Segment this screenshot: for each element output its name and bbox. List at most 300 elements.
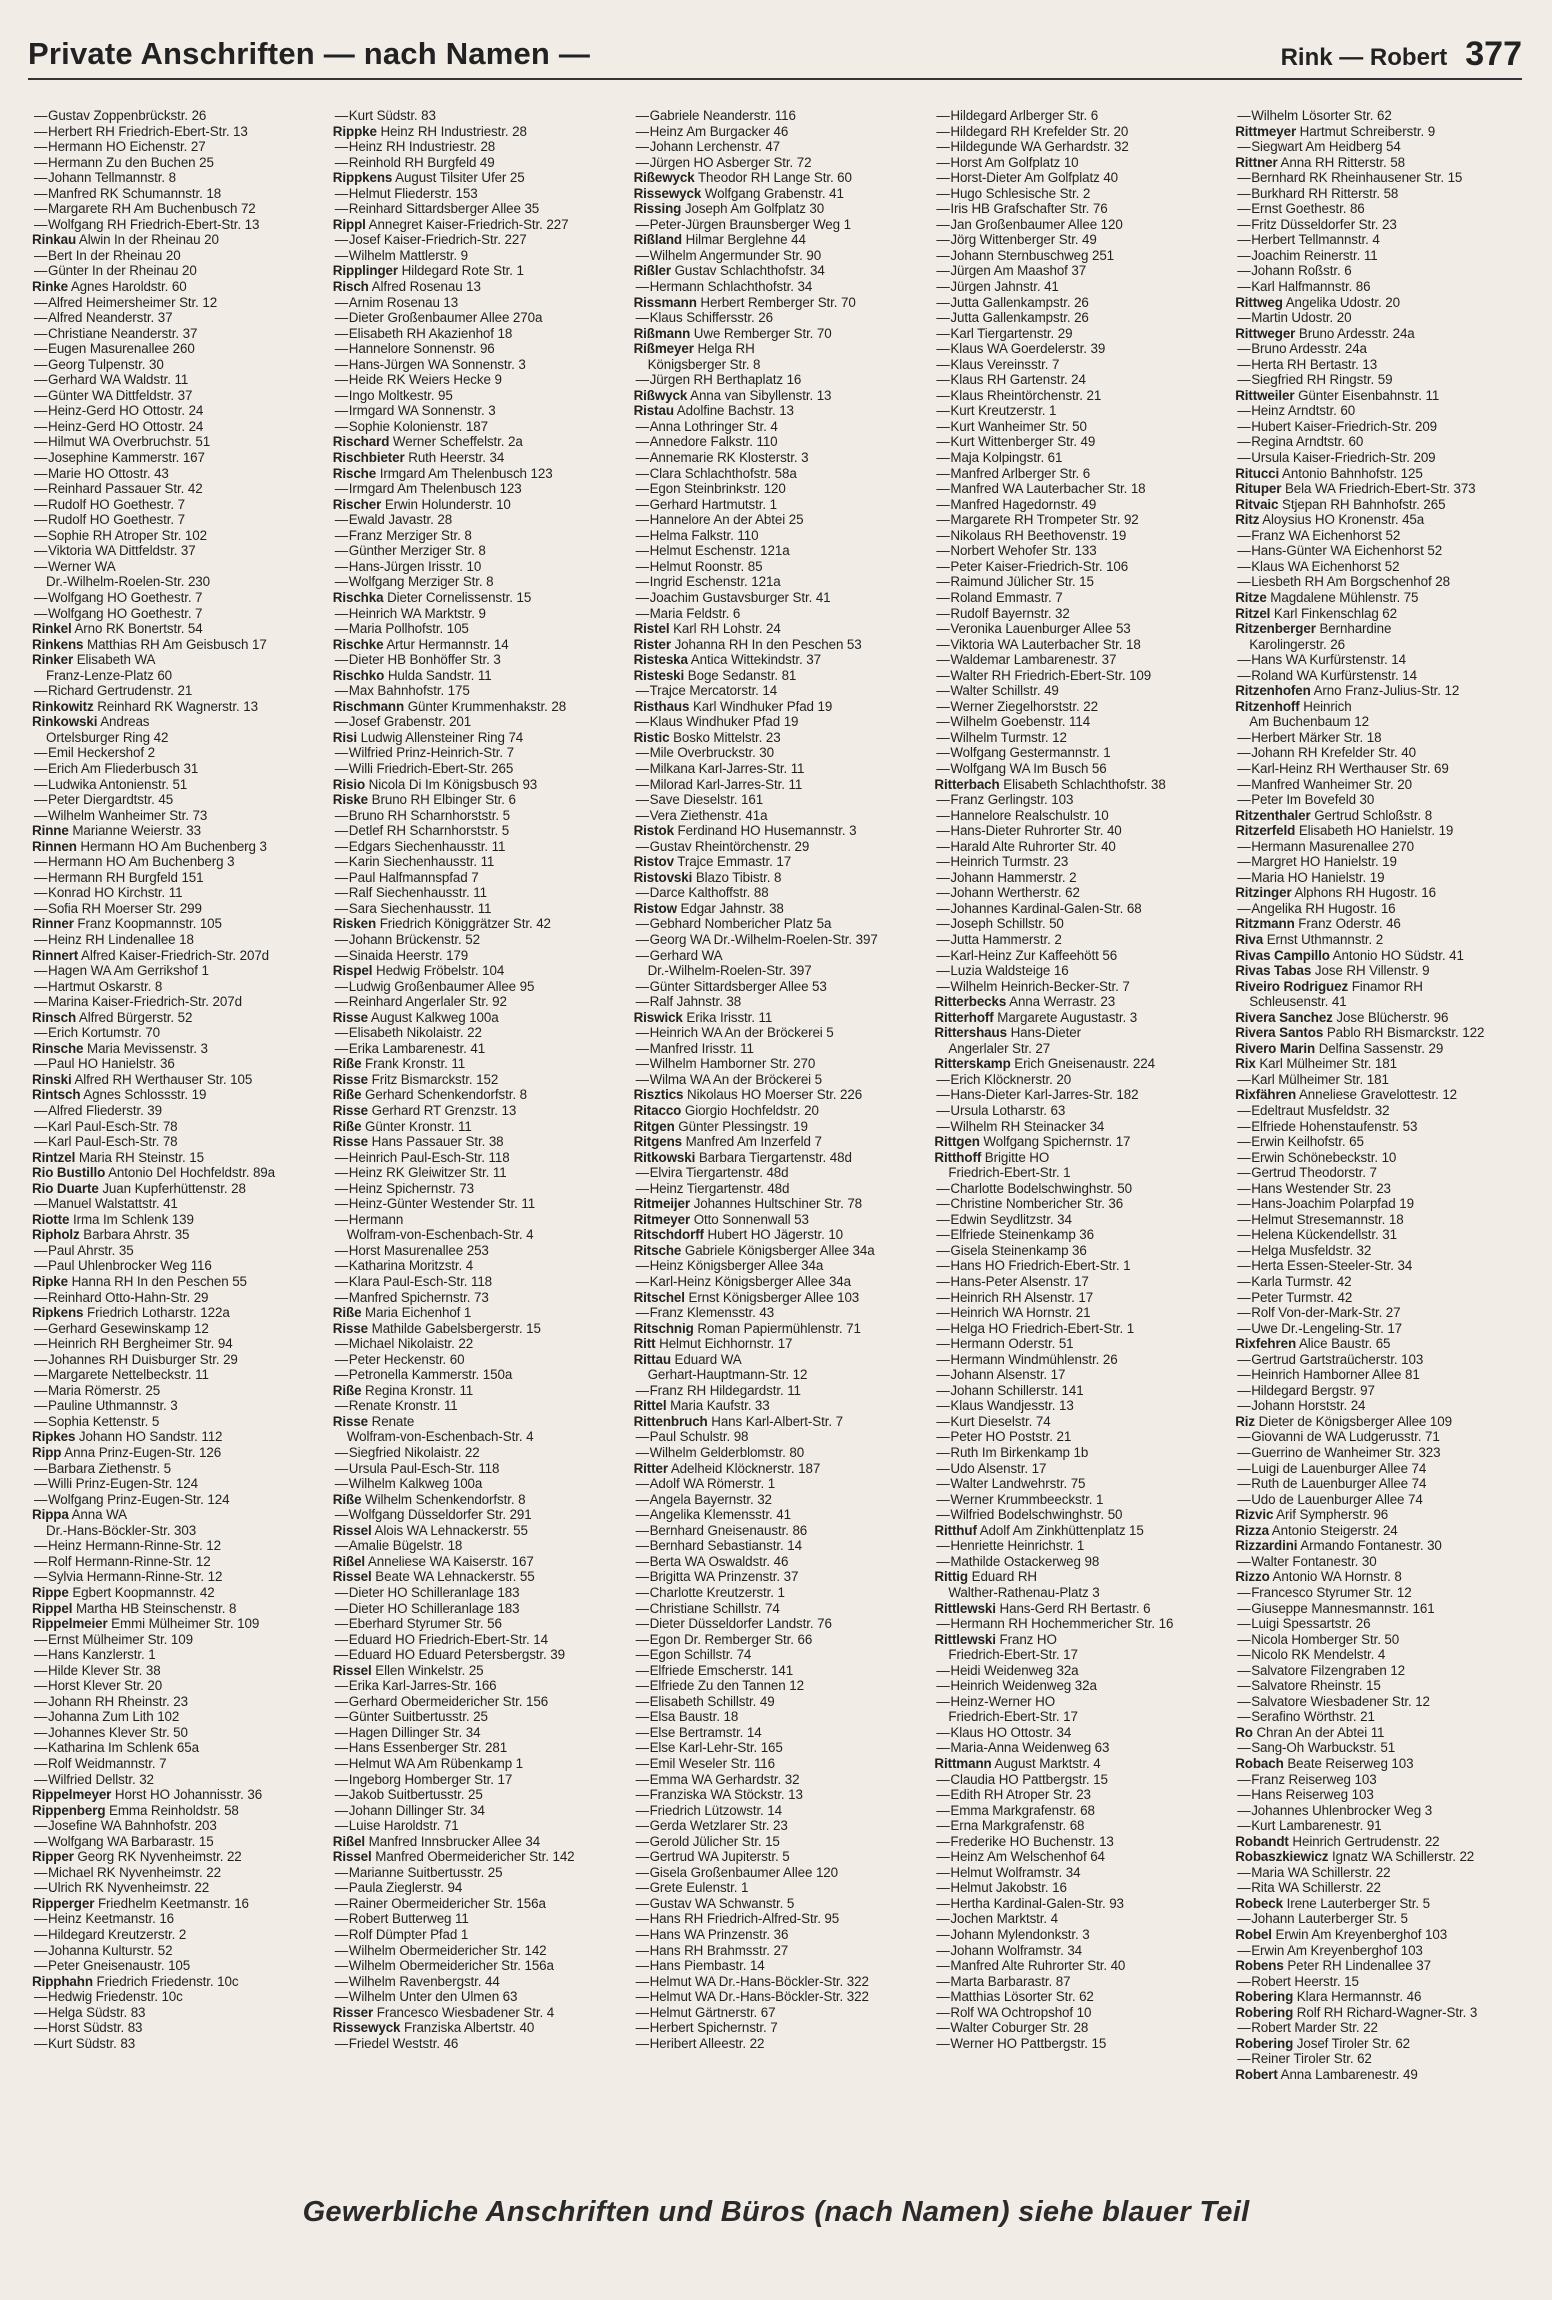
directory-entry: Rissing Joseph Am Golfplatz 30	[633, 201, 825, 217]
directory-entry: Ripkens Friedrich Lotharstr. 122a	[32, 1305, 230, 1321]
directory-entry: —Viktoria WA Dittfeldstr. 37	[34, 543, 196, 559]
directory-entry: —Siegwart Am Heidberg 54	[1237, 139, 1401, 155]
entry-surname: Rivero Marin	[1235, 1040, 1316, 1056]
directory-entry: —Peter Kaiser-Friedrich-Str. 106	[936, 558, 1129, 574]
directory-entry: —Berta WA Oswaldstr. 46	[635, 1553, 789, 1569]
directory-entry: Ristov Trajce Emmastr. 17	[633, 854, 792, 870]
directory-entry: Rister Johanna RH In den Peschen 53	[633, 636, 862, 652]
entry-surname: Rinski	[32, 1071, 72, 1087]
entry-surname: Rittweiler	[1235, 387, 1295, 403]
entry-surname: Rintsch	[32, 1087, 81, 1103]
directory-entry: —Walter RH Friedrich-Ebert-Str. 109	[936, 667, 1152, 683]
directory-entry: Risio Nicola Di Im Königsbusch 93	[332, 776, 538, 792]
entry-surname: Ripholz	[32, 1227, 80, 1243]
directory-entry: —Dieter Düsseldorfer Landstr. 76	[635, 1616, 832, 1632]
directory-entry: —Robert Marder Str. 22	[1237, 2020, 1378, 2036]
directory-entry: —Hans-Joachim Polarpfad 19	[1237, 1196, 1414, 1212]
directory-entry: —Gerold Jülicher Str. 15	[635, 1833, 780, 1849]
entry-surname: Rinkel	[32, 621, 72, 637]
directory-entry: Rinkowitz Reinhard RK Wagnerstr. 13	[32, 698, 258, 714]
directory-entry: Rißler Gustav Schlachthofstr. 34	[633, 263, 825, 279]
directory-entry: —Heinz Königsberger Allee 34a	[635, 1258, 824, 1274]
directory-entry: —Barbara Ziethenstr. 5	[34, 1460, 171, 1476]
directory-entry: —Johanna Zum Lith 102	[34, 1709, 180, 1725]
directory-entry: —Wilhelm Angermunder Str. 90	[635, 247, 822, 263]
directory-entry: Rinski Alfred RH Werthauser Str. 105	[32, 1071, 253, 1087]
directory-entry: Ritthoff Brigitte HO	[934, 1149, 1050, 1165]
directory-entry: Rißmeyer Helga RH	[633, 341, 755, 357]
entry-surname: Rippel	[32, 1600, 73, 1616]
directory-entry: Ripke Hanna RH In den Peschen 55	[32, 1274, 247, 1290]
directory-entry: Ritter Adelheid Klöcknerstr. 187	[633, 1460, 821, 1476]
directory-entry: —Peter Diergardtstr. 45	[34, 792, 174, 808]
directory-entry: —Edgars Siechenhausstr. 11	[334, 838, 506, 854]
entry-surname: Riotte	[32, 1211, 70, 1227]
directory-entry: —Hans Piembastr. 14	[635, 1958, 765, 1974]
directory-entry: Robert Anna Lambarenestr. 49	[1235, 2066, 1418, 2082]
directory-entry: —Regina Arndtstr. 60	[1237, 434, 1364, 450]
directory-entry: —Erna Markgrafenstr. 68	[936, 1818, 1085, 1834]
directory-entry: —Bert In der Rheinau 20	[34, 247, 181, 263]
directory-entry: —Francesco Styrumer Str. 12	[1237, 1584, 1412, 1600]
directory-entry: —Manfred Arlberger Str. 6	[936, 465, 1091, 481]
directory-entry: —Gisela Großenbaumer Allee 120	[635, 1864, 838, 1880]
directory-entry: —Wilhelm Gelderblomstr. 80	[635, 1445, 805, 1461]
directory-entry: —Karl Paul-Esch-Str. 78	[34, 1118, 178, 1134]
entry-surname: Ritzenhofen	[1235, 683, 1311, 699]
directory-entry: —Sinaida Heerstr. 179	[334, 947, 469, 963]
directory-entry: Ripholz Barbara Ahrstr. 35	[32, 1227, 190, 1243]
directory-entry: —Ursula Lotharstr. 63	[936, 1103, 1066, 1118]
directory-entry: —Jörg Wittenberger Str. 49	[936, 232, 1097, 248]
directory-entry: —Claudia HO Pattbergstr. 15	[936, 1771, 1108, 1787]
directory-entry: Wolfram-von-Eschenbach-Str. 4	[346, 1429, 534, 1445]
entry-surname: Ritschdorff	[633, 1227, 704, 1243]
directory-entry: —Viktoria WA Lauterbacher Str. 18	[936, 636, 1141, 652]
directory-entry: Riswick Erika Irisstr. 11	[633, 1009, 773, 1025]
directory-entry: Risch Alfred Rosenau 13	[332, 279, 481, 295]
directory-entry: —Rainer Obermeidericher Str. 156a	[334, 1895, 546, 1911]
directory-entry: —Edeltraut Musfeldstr. 32	[1237, 1103, 1390, 1118]
directory-entry: —Elfriede Zu den Tannen 12	[635, 1678, 804, 1694]
directory-entry: —Heinz Am Burgacker 46	[635, 123, 789, 139]
directory-entry: —Karl Halfmannstr. 86	[1237, 279, 1371, 295]
directory-entry: Ritterskamp Erich Gneisenaustr. 224	[934, 1056, 1155, 1072]
directory-entry: —Gertrud Theodorstr. 7	[1237, 1165, 1377, 1181]
entry-surname: Ritterhoff	[934, 1009, 994, 1025]
directory-entry: —Wilfried Dellstr. 32	[34, 1771, 154, 1787]
directory-entry: —Arnim Rosenau 13	[334, 294, 459, 310]
directory-entry: —Hertha Kardinal-Galen-Str. 93	[936, 1895, 1124, 1911]
directory-entry: —Heinz-Gerd HO Ottostr. 24	[34, 418, 204, 434]
entry-surname: Rißwyck	[633, 387, 688, 403]
directory-entry: Rinner Franz Koopmannstr. 105	[32, 916, 222, 932]
directory-entry: —Gerhard Gesewinskamp 12	[34, 1320, 209, 1336]
directory-entry: —Margret HO Hanielstr. 19	[1237, 854, 1397, 870]
directory-entry: —Rolf Weidmannstr. 7	[34, 1755, 167, 1771]
directory-entry: —Salvatore Rheinstr. 15	[1237, 1678, 1381, 1694]
directory-entry: —Marianne Suitbertusstr. 25	[334, 1864, 503, 1880]
directory-entry: —Johann Sternbuschweg 251	[936, 247, 1115, 263]
page-range	[1281, 35, 1522, 74]
directory-entry: Rinkowski Andreas	[32, 714, 150, 730]
directory-entry: —Dieter HO Schilleranlage 183	[334, 1584, 520, 1600]
directory-entry: Am Buchenbaum 12	[1249, 714, 1369, 730]
directory-entry: —Martin Udostr. 20	[1237, 310, 1352, 326]
directory-entry: Robandt Heinrich Gertrudenstr. 22	[1235, 1833, 1440, 1849]
directory-entry: —Wolfgang Prinz-Eugen-Str. 124	[34, 1491, 230, 1507]
entry-surname: Ritterbach	[934, 776, 1000, 792]
directory-entry: —Luzia Waldsteige 16	[936, 963, 1069, 979]
entry-surname: Ritz	[1235, 512, 1260, 528]
directory-entry: —Heinz Spichernstr. 73	[334, 1180, 474, 1196]
directory-entry: Königsberger Str. 8	[647, 356, 761, 372]
directory-entry: Rissewyck Wolfgang Grabenstr. 41	[633, 185, 844, 201]
entry-surname: Rippkens	[332, 170, 393, 186]
entry-surname: Robering	[1235, 1989, 1294, 2005]
directory-entry: —Vera Ziethenstr. 41a	[635, 807, 768, 823]
directory-entry: —Hilmut WA Overbruchstr. 51	[34, 434, 211, 450]
directory-entry: —Maria-Anna Weidenweg 63	[936, 1740, 1110, 1756]
directory-entry: —Erwin Am Kreyenberghof 103	[1237, 1942, 1423, 1958]
directory-entry: Rischko Hulda Sandstr. 11	[332, 667, 492, 683]
directory-entry: Rißland Hilmar Berglehne 44	[633, 232, 806, 248]
entry-surname: Riße	[332, 1382, 362, 1398]
directory-entry: —Hagen Dillinger Str. 34	[334, 1724, 481, 1740]
directory-entry: Rittel Maria Kaufstr. 33	[633, 1398, 770, 1414]
entry-surname: Rittweger	[1235, 325, 1296, 341]
directory-entry: —Ludwika Antonienstr. 51	[34, 776, 188, 792]
directory-entry: Friedrich-Ebert-Str. 17	[948, 1647, 1078, 1663]
directory-entry: —Wolfgang Düsseldorfer Str. 291	[334, 1507, 532, 1523]
directory-entry: —Erwin Schönebeckstr. 10	[1237, 1149, 1397, 1165]
directory-entry: Rizzo Antonio WA Hornstr. 8	[1235, 1569, 1402, 1585]
directory-entry: —Gerda Wetzlarer Str. 23	[635, 1818, 788, 1834]
directory-entry: —Klaus WA Eichenhorst 52	[1237, 558, 1400, 574]
page-header	[28, 34, 1522, 80]
directory-entry: —Johannes Klever Str. 50	[34, 1724, 188, 1740]
directory-entry: Ristel Karl RH Lohstr. 24	[633, 621, 781, 637]
entry-surname: Risser	[332, 2004, 374, 2020]
directory-entry: —Annedore Falkstr. 110	[635, 434, 778, 450]
directory-entry: Rittau Eduard WA	[633, 1351, 742, 1367]
directory-entry: —Ralf Jahnstr. 38	[635, 994, 742, 1010]
directory-entry: Rinke Agnes Haroldstr. 60	[32, 279, 187, 295]
directory-entry: Rippel Martha HB Steinschenstr. 8	[32, 1600, 237, 1616]
entry-surname: Ripke	[32, 1274, 68, 1290]
entry-surname: Rischard	[332, 434, 390, 450]
entry-surname: Rischer	[332, 496, 382, 512]
directory-entry: Ristau Adolfine Bachstr. 13	[633, 403, 794, 419]
directory-entry: Rißewyck Theodor RH Lange Str. 60	[633, 170, 852, 186]
directory-entry: —Heinrich WA Marktstr. 9	[334, 605, 486, 621]
directory-entry: Rinkau Alwin In der Rheinau 20	[32, 232, 219, 248]
directory-column-1	[32, 108, 319, 2168]
directory-entry: —Peter Turmstr. 42	[1237, 1289, 1353, 1305]
directory-entry: —Eberhard Styrumer Str. 56	[334, 1616, 502, 1632]
directory-entry: —Wilma WA An der Bröckerei 5	[635, 1071, 823, 1087]
directory-entry: Rissel Beate WA Lehnackerstr. 55	[332, 1569, 535, 1585]
directory-entry: —Hildegunde WA Gerhardstr. 32	[936, 139, 1129, 155]
directory-entry: —Egon Dr. Remberger Str. 66	[635, 1631, 813, 1647]
directory-entry: —Christine Nombericher Str. 36	[936, 1196, 1124, 1212]
directory-entry: —Rudolf Bayernstr. 32	[936, 605, 1070, 621]
directory-entry: —Konrad HO Kirchstr. 11	[34, 885, 183, 901]
entry-surname: Ripp	[32, 1445, 62, 1461]
directory-entry: —Marie HO Ottostr. 43	[34, 465, 169, 481]
directory-column-2	[333, 108, 620, 2168]
directory-entry: Ritschel Ernst Königsberger Allee 103	[633, 1289, 860, 1305]
directory-entry: —Horst-Dieter Am Golfplatz 40	[936, 170, 1119, 186]
entry-surname: Risio	[332, 776, 366, 792]
directory-entry: —Heinrich WA Hornstr. 21	[936, 1305, 1091, 1321]
directory-entry: —Luigi Spessartstr. 26	[1237, 1616, 1371, 1632]
directory-entry: Rippl Annegret Kaiser-Friedrich-Str. 227	[332, 216, 569, 232]
directory-entry: Riva Ernst Uthmannstr. 2	[1235, 931, 1384, 947]
entry-surname: Rissewyck	[332, 2020, 401, 2036]
directory-entry: —Wolfgang WA Im Busch 56	[936, 760, 1107, 776]
directory-entry: —Helmut Eschenstr. 121a	[635, 543, 790, 559]
directory-entry: —Ruth de Lauenburger Allee 74	[1237, 1476, 1427, 1492]
directory-entry: —Josef Kaiser-Friedrich-Str. 227	[334, 232, 527, 248]
directory-entry: —Hilde Klever Str. 38	[34, 1662, 161, 1678]
entry-surname: Rißmeyer	[633, 341, 694, 357]
directory-entry: Ritucci Antonio Bahnhofstr. 125	[1235, 465, 1423, 481]
directory-entry: Dr.-Wilhelm-Roelen-Str. 230	[46, 574, 210, 590]
directory-entry: —Erika Karl-Jarres-Str. 166	[334, 1678, 497, 1694]
directory-entry: Rittweger Bruno Ardesstr. 24a	[1235, 325, 1415, 341]
directory-entry: —Reiner Tiroler Str. 62	[1237, 2051, 1372, 2067]
directory-entry: Rippelmeyer Horst HO Johannisstr. 36	[32, 1787, 263, 1803]
directory-entry: Riotte Irma Im Schlenk 139	[32, 1211, 194, 1227]
directory-entry: —Jutta Gallenkampstr. 26	[936, 294, 1089, 310]
entry-surname: Rio Bustillo	[32, 1165, 106, 1181]
directory-column-5	[1235, 108, 1522, 2168]
directory-entry: Risse Gerhard RT Grenzstr. 13	[332, 1103, 517, 1118]
entry-surname: Risse	[332, 1134, 369, 1150]
entry-surname: Risteska	[633, 652, 688, 668]
directory-entry: —Elfriede Steinenkamp 36	[936, 1227, 1094, 1243]
directory-entry: —Michael RK Nyvenheimstr. 22	[34, 1864, 221, 1880]
directory-entry: —Else Karl-Lehr-Str. 165	[635, 1740, 783, 1756]
directory-entry: —Hans HO Friedrich-Ebert-Str. 1	[936, 1258, 1131, 1274]
entry-surname: Rinkowski	[32, 714, 98, 730]
directory-entry: —Hugo Schlesische Str. 2	[936, 185, 1091, 201]
directory-entry: —Helga Südstr. 83	[34, 2004, 146, 2020]
entry-surname: Ritkowski	[633, 1149, 696, 1165]
directory-entry: —Siegfried Nikolaistr. 22	[334, 1445, 480, 1461]
directory-entry: Ritthuf Adolf Am Zinkhüttenplatz 15	[934, 1522, 1144, 1538]
directory-entry: —Charlotte Kreutzerstr. 1	[635, 1584, 785, 1600]
directory-entry: —Hildegard Bergstr. 97	[1237, 1382, 1375, 1398]
directory-entry: —Wilhelm Heinrich-Becker-Str. 7	[936, 978, 1130, 994]
directory-entry: —Iris HB Grafschafter Str. 76	[936, 201, 1108, 217]
directory-entry: —Henriette Heinrichstr. 1	[936, 1538, 1085, 1554]
directory-entry: —Wilhelm Mattlerstr. 9	[334, 247, 468, 263]
directory-entry: —Karla Turmstr. 42	[1237, 1274, 1352, 1290]
directory-entry: —Maria Feldstr. 6	[635, 605, 741, 621]
entry-surname: Ritt	[633, 1336, 656, 1352]
directory-entry: Ritzenberger Bernhardine	[1235, 621, 1392, 637]
entry-surname: Ro	[1235, 1724, 1253, 1740]
directory-entry: —Manuel Walstattstr. 41	[34, 1196, 178, 1212]
directory-entry: Franz-Lenze-Platz 60	[46, 667, 173, 683]
directory-entry: Rissel Ellen Winkelstr. 25	[332, 1662, 484, 1678]
directory-entry: —Hans RH Friedrich-Alfred-Str. 95	[635, 1911, 840, 1927]
directory-entry: —Johann Dillinger Str. 34	[334, 1802, 485, 1818]
entry-surname: Riße	[332, 1087, 362, 1103]
directory-entry: —Karl-Heinz Königsberger Allee 34a	[635, 1274, 851, 1290]
entry-surname: Rissing	[633, 201, 682, 217]
directory-entry: Rißmann Uwe Remberger Str. 70	[633, 325, 832, 341]
entry-surname: Rinkau	[32, 232, 77, 248]
directory-entry: —Jutta Hammerstr. 2	[936, 931, 1062, 947]
entry-surname: Rittweg	[1235, 294, 1283, 310]
directory-entry: —Mathilde Ostackerweg 98	[936, 1553, 1100, 1569]
directory-entry: —Robert Butterweg 11	[334, 1911, 469, 1927]
directory-entry: Riße Gerhard Schenkendorfstr. 8	[332, 1087, 527, 1103]
directory-entry: —Gerhard WA	[635, 947, 723, 963]
entry-surname: Rister	[633, 636, 671, 652]
directory-entry: —Hildegard RH Krefelder Str. 20	[936, 123, 1129, 139]
directory-entry: —Gisela Steinenkamp 36	[936, 1242, 1087, 1258]
directory-entry: Ritzenthaler Gertrud Schloßstr. 8	[1235, 807, 1433, 823]
entry-surname: Risi	[332, 729, 357, 745]
entry-surname: Risken	[332, 916, 377, 932]
directory-entry: —Liesbeth RH Am Borgschenhof 28	[1237, 574, 1450, 590]
directory-entry: —Jutta Gallenkampstr. 26	[936, 310, 1089, 326]
directory-entry: Rinkel Arno RK Bonertstr. 54	[32, 621, 203, 637]
directory-entry: —Franz WA Eichenhorst 52	[1237, 527, 1401, 543]
entry-surname: Ritacco	[633, 1103, 682, 1118]
entry-surname: Ritmeijer	[633, 1196, 690, 1212]
directory-entry: —Irmgard Am Thelenbusch 123	[334, 481, 522, 497]
directory-entry: Rio Duarte Juan Kupferhüttenstr. 28	[32, 1180, 246, 1196]
directory-entry: —Matthias Lösorter Str. 62	[936, 1989, 1094, 2005]
entry-surname: Ritzerfeld	[1235, 823, 1296, 839]
directory-entry: Rittgen Wolfgang Spichernstr. 17	[934, 1134, 1131, 1150]
directory-entry: —Johann Tellmannstr. 8	[34, 170, 176, 186]
directory-entry: —Waldemar Lambarenestr. 37	[936, 652, 1117, 668]
directory-entry: —Wilhelm Wanheimer Str. 73	[34, 807, 208, 823]
directory-entry: —Hans-Günter WA Eichenhorst 52	[1237, 543, 1443, 559]
entry-surname: Ritzmann	[1235, 916, 1295, 932]
directory-entry: —Roland WA Kurfürstenstr. 14	[1237, 667, 1417, 683]
directory-entry: —Jakob Suitbertusstr. 25	[334, 1787, 483, 1803]
directory-entry: —Herbert Spichernstr. 7	[635, 2020, 778, 2036]
entry-surname: Rittig	[934, 1569, 968, 1585]
directory-entry: —Heinrich RH Alsenstr. 17	[936, 1289, 1094, 1305]
directory-entry: —Helga Musfeldstr. 32	[1237, 1242, 1372, 1258]
directory-entry: —Ruth Im Birkenkamp 1b	[936, 1445, 1089, 1461]
directory-entry: —Kurt Dieselstr. 74	[936, 1413, 1051, 1429]
directory-entry: —Günter Suitbertusstr. 25	[334, 1709, 488, 1725]
entry-surname: Ritgens	[633, 1134, 682, 1150]
directory-entry: —Heinz Am Welschenhof 64	[936, 1849, 1105, 1865]
directory-entry: —Rita WA Schillerstr. 22	[1237, 1880, 1381, 1896]
page-title: Private Anschriften — nach Namen —	[28, 36, 591, 71]
directory-entry: —Jürgen Jahnstr. 41	[936, 279, 1059, 295]
directory-entry: —Maja Kolpingstr. 61	[936, 450, 1063, 466]
directory-entry: —Hermann HO Eichenstr. 27	[34, 139, 206, 155]
directory-entry: —Gustav WA Schwanstr. 5	[635, 1895, 795, 1911]
entry-surname: Rispel	[332, 963, 373, 979]
directory-entry: —Kurt Wittenberger Str. 49	[936, 434, 1096, 450]
entry-surname: Rittau	[633, 1351, 671, 1367]
entry-surname: Risse	[332, 1320, 369, 1336]
directory-entry: —Hannelore Realschulstr. 10	[936, 807, 1109, 823]
directory-entry: Rippke Heinz RH Industriestr. 28	[332, 123, 527, 139]
directory-entry: —Clara Schlachthofstr. 58a	[635, 465, 797, 481]
directory-entry: —Heinz-Günter Westender Str. 11	[334, 1196, 536, 1212]
directory-entry: —Heinz Arndtstr. 60	[1237, 403, 1356, 419]
entry-surname: Ripkes	[32, 1429, 76, 1445]
directory-entry: —Heinrich WA An der Bröckerei 5	[635, 1025, 834, 1041]
entry-surname: Rittmann	[934, 1755, 992, 1771]
entry-surname: Rinkowitz	[32, 698, 94, 714]
entry-surname: Ritvaic	[1235, 496, 1279, 512]
directory-entry: —Uwe Dr.-Lengeling-Str. 17	[1237, 1320, 1403, 1336]
directory-entry: Rinker Elisabeth WA	[32, 652, 156, 668]
directory-entry: —Luigi de Lauenburger Allee 74	[1237, 1460, 1427, 1476]
directory-entry: —Hans Essenberger Str. 281	[334, 1740, 508, 1756]
directory-entry: —Herta RH Bertastr. 13	[1237, 356, 1378, 372]
entry-surname: Rissewyck	[633, 185, 702, 201]
directory-entry: Ritzenhoff Heinrich	[1235, 698, 1352, 714]
directory-entry: —Wolfgang HO Goethestr. 7	[34, 605, 203, 621]
directory-entry: —Sophia Kettenstr. 5	[34, 1413, 160, 1429]
directory-entry: —Franz Gerlingstr. 103	[936, 792, 1074, 808]
directory-entry: —Hans-Peter Alsenstr. 17	[936, 1274, 1089, 1290]
directory-entry: —Adolf WA Römerstr. 1	[635, 1476, 776, 1492]
directory-entry: —Horst Klever Str. 20	[34, 1678, 163, 1694]
directory-entry: —Günter Sittardsberger Allee 53	[635, 978, 827, 994]
directory-entry: —Trajce Mercatorstr. 14	[635, 683, 778, 699]
directory-entry: Rittmeyer Hartmut Schreiberstr. 9	[1235, 123, 1436, 139]
directory-entry: —Manfred WA Lauterbacher Str. 18	[936, 481, 1146, 497]
directory-entry: —Heinrich RH Bergheimer Str. 94	[34, 1336, 233, 1352]
directory-entry: —Erwin Keilhofstr. 65	[1237, 1134, 1364, 1150]
directory-entry: Rippe Egbert Koopmannstr. 42	[32, 1584, 215, 1600]
directory-entry: —Wolfgang WA Barbarastr. 15	[34, 1833, 214, 1849]
directory-entry: Rivero Marin Delfina Sassenstr. 29	[1235, 1040, 1444, 1056]
entry-surname: Ritmeyer	[633, 1211, 691, 1227]
directory-entry: Ritacco Giorgio Hochfeldstr. 20	[633, 1103, 819, 1118]
entry-surname: Riße	[332, 1491, 362, 1507]
entry-surname: Risse	[332, 1009, 369, 1025]
entry-surname: Risteski	[633, 667, 685, 683]
directory-entry: —Nicola Homberger Str. 50	[1237, 1631, 1400, 1647]
directory-entry: —Serafino Wörthstr. 21	[1237, 1709, 1375, 1725]
entry-surname: Rivas Campillo	[1235, 947, 1330, 963]
directory-entry: Rinne Marianne Weierstr. 33	[32, 823, 201, 839]
directory-entry: Rissewyck Franziska Albertstr. 40	[332, 2020, 535, 2036]
directory-entry: Friedrich-Ebert-Str. 1	[948, 1165, 1071, 1181]
entry-surname: Rittner	[1235, 154, 1278, 170]
directory-entry: —Hans-Jürgen WA Sonnenstr. 3	[334, 356, 526, 372]
directory-entry: —Erika Lambarenestr. 41	[334, 1040, 486, 1056]
directory-entry: —Kurt Südstr. 83	[334, 108, 436, 123]
directory-entry: —Manfred Spichernstr. 73	[334, 1289, 489, 1305]
directory-entry: —Salvatore Wiesbadener Str. 12	[1237, 1693, 1430, 1709]
entry-surname: Ritgen	[633, 1118, 675, 1134]
directory-entry: —Salvatore Filzengraben 12	[1237, 1662, 1406, 1678]
entry-surname: Riße	[332, 1118, 362, 1134]
entry-surname: Rischko	[332, 667, 385, 683]
entry-surname: Ristovski	[633, 869, 693, 885]
directory-entry: —Rolf Hermann-Rinne-Str. 12	[34, 1553, 211, 1569]
directory-entry: Risse Renate	[332, 1413, 415, 1429]
